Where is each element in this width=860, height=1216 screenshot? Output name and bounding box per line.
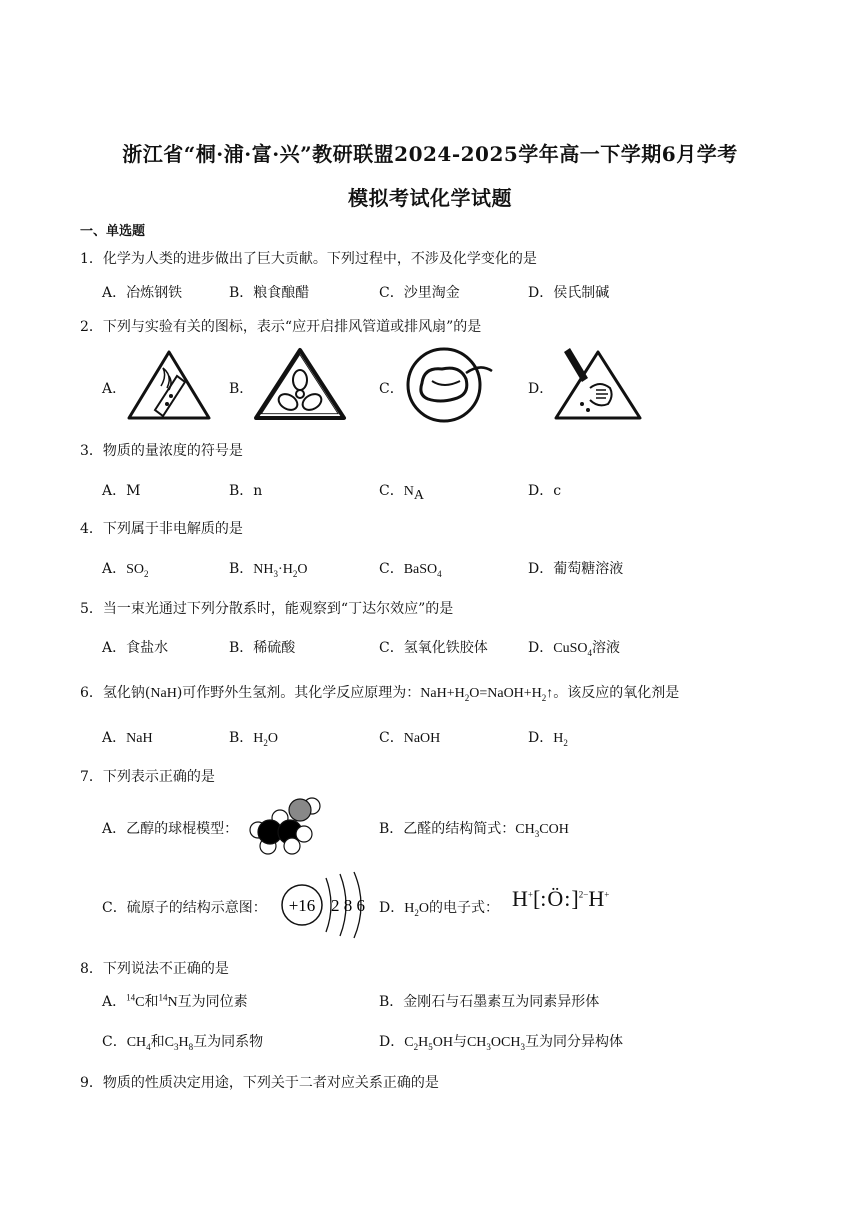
q8-option-d: D．$C_2H_5OH$与$CH_3OCH_3$互为同分异构体 [379,1034,623,1052]
q5-option-c: C．氢氧化铁胶体 [379,640,488,656]
q8-option-c: C．$CH_4$和$C_3H_8$互为同系物 [102,1034,264,1052]
q2-stem: 2．下列与实验有关的图标，表示“应开启排风管道或排风扇”的是 [80,319,482,335]
sharp-object-icon [552,346,644,422]
q1-stem: 1．化学为人类的进步做出了巨大贡献。下列过程中，不涉及化学变化的是 [80,251,537,267]
q3-option-b: B．n [229,483,263,499]
q6-option-a: A．NaH [102,730,153,746]
q9-stem: 9．物质的性质决定用途，下列关于二者对应关系正确的是 [80,1075,439,1091]
q3-stem: 3．物质的量浓度的符号是 [80,443,243,459]
q8-stem: 8．下列说法不正确的是 [80,961,229,977]
q2-option-c: C． [379,381,404,397]
sulfur-shell-electrons: 2 8 6 [331,896,365,915]
q4-option-c: C．BaSO$_4$ [379,561,442,579]
q5-stem: 5．当一束光通过下列分散系时，能观察到“丁达尔效应”的是 [80,601,454,617]
q2-option-a: A． [102,381,127,397]
q5-option-b: B．稀硫酸 [229,640,296,656]
q7-option-d: D．$H_2O$的电子式： [379,900,499,918]
q7-option-a: A．乙醇的球棍模型： [102,821,239,837]
q2-option-b: B． [229,381,254,397]
q3-option-c: C．$N_A$ [379,483,424,503]
q8-option-b: B．金刚石与石墨素互为同素异形体 [379,994,600,1010]
q4-option-b: B．$NH_3\cdot H_2O$ [229,561,308,579]
doc-title-line1: 浙江省“桐·浦·富·兴”教研联盟2024-2025学年高一下学期6月学考 [122,142,738,166]
sulfur-nucleus-label: +16 [288,896,316,915]
q7-option-c: C．硫原子的结构示意图： [102,900,267,916]
section-heading: 一、单选题 [80,224,146,239]
doc-title-line2: 模拟考试化学试题 [348,186,512,210]
q4-option-d: D．葡萄糖溶液 [528,561,624,577]
fire-hazard-icon [125,346,213,422]
q8-option-a: A．$^{14}$C和$^{14}$N互为同位素 [102,992,248,1010]
ethanol-ball-stick-model [246,796,326,856]
q7-option-b: B．乙醛的结构简式：$CH_3COH$ [379,821,569,839]
exhaust-fan-icon [252,346,348,422]
q4-stem: 4．下列属于非电解质的是 [80,521,243,537]
hot-surface-icon [402,343,498,425]
q3-option-a: A．M [102,483,141,499]
q5-option-a: A．食盐水 [102,640,169,656]
q1-option-b: B．粮食酿醋 [229,285,310,301]
q6-stem: 6．氢化钠(NaH)可作野外生氢剂。其化学反应原理为：$NaH+H_2O=NaOH+H_2↑$。该反应的氧化剂是 [80,685,680,703]
sulfur-atom-diagram [276,870,380,940]
q7-stem: 7．下列表示正确的是 [80,769,215,785]
q1-option-d: D．侯氏制碱 [528,285,610,301]
q1-option-c: C．沙里淘金 [379,285,460,301]
q4-option-a: A．$SO_2$ [102,561,149,579]
q1-option-a: A．冶炼钢铁 [102,285,183,301]
q3-option-d: D．c [528,483,562,499]
q2-option-d: D． [528,381,554,397]
q6-option-c: C．NaOH [379,730,441,746]
water-electron-formula: H+[:Ö:]$^{2-}$H+ [512,886,610,911]
q5-option-d: D．CuSO$_4$溶液 [528,640,620,658]
q6-option-b: B．$H_2O$ [229,730,279,748]
q6-option-d: D．$H_2$ [528,730,568,748]
